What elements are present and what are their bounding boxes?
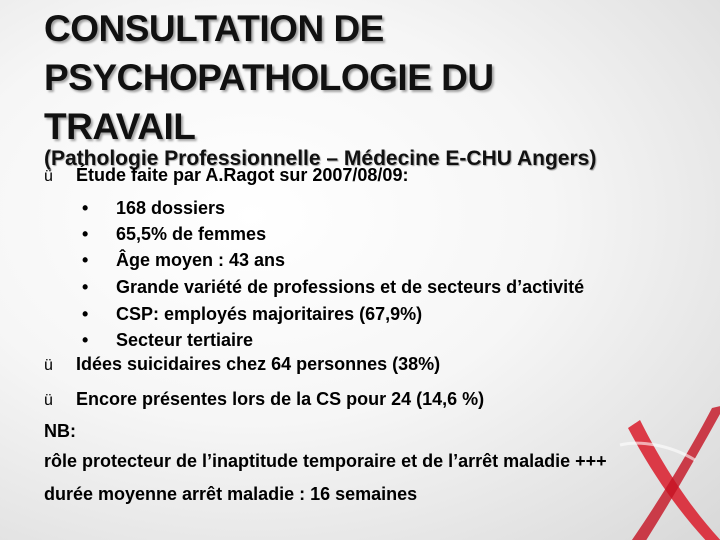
check-icon: ü [44, 357, 53, 374]
slide-title [44, 4, 604, 151]
bullet-icon: • [82, 224, 89, 244]
x-logo-icon [600, 400, 720, 540]
still-present-line [44, 389, 484, 410]
bullet-icon: • [82, 277, 89, 297]
title-line-3: TRAVAIL [44, 106, 196, 147]
list-item-text: Âge moyen : 43 ans [116, 250, 286, 270]
check-icon: ü [44, 392, 53, 409]
bullet-icon: • [82, 330, 89, 350]
nb-line-2: durée moyenne arrêt maladie : 16 semaines [44, 484, 418, 504]
list-item-text: CSP: employés majoritaires (67,9%) [116, 304, 423, 324]
list-item-text: Grande variété de professions et de secteurs d’activité [116, 277, 585, 297]
nb-label: NB: [44, 421, 76, 441]
check-item-text: Encore présentes lors de la CS pour 24 (14,6 %) [76, 389, 485, 409]
bullet-icon: • [82, 250, 89, 270]
list-item-text: 65,5% de femmes [116, 224, 267, 244]
study-line-text: Étude faite par A.Ragot sur 2007/08/09: [76, 165, 409, 185]
nb-line-1: rôle protecteur de l’inaptitude temporaire et de l’arrêt maladie +++ [44, 451, 607, 471]
title-line-2: PSYCHOPATHOLOGIE DU [44, 57, 494, 98]
slide-subtitle: (Pathologie Professionnelle – Médecine E-CHU Angers) [44, 147, 597, 170]
bullet-icon: • [82, 198, 89, 218]
list-item-text: Secteur tertiaire [116, 330, 254, 350]
suicidal-ideation-line [44, 354, 440, 375]
title-line-1: CONSULTATION DE [44, 8, 384, 49]
study-line [44, 165, 408, 186]
list-item-text: 168 dossiers [116, 198, 226, 218]
bullet-icon: • [82, 304, 89, 324]
check-item-text: Idées suicidaires chez 64 personnes (38%) [76, 354, 441, 374]
check-icon: ü [44, 168, 53, 185]
